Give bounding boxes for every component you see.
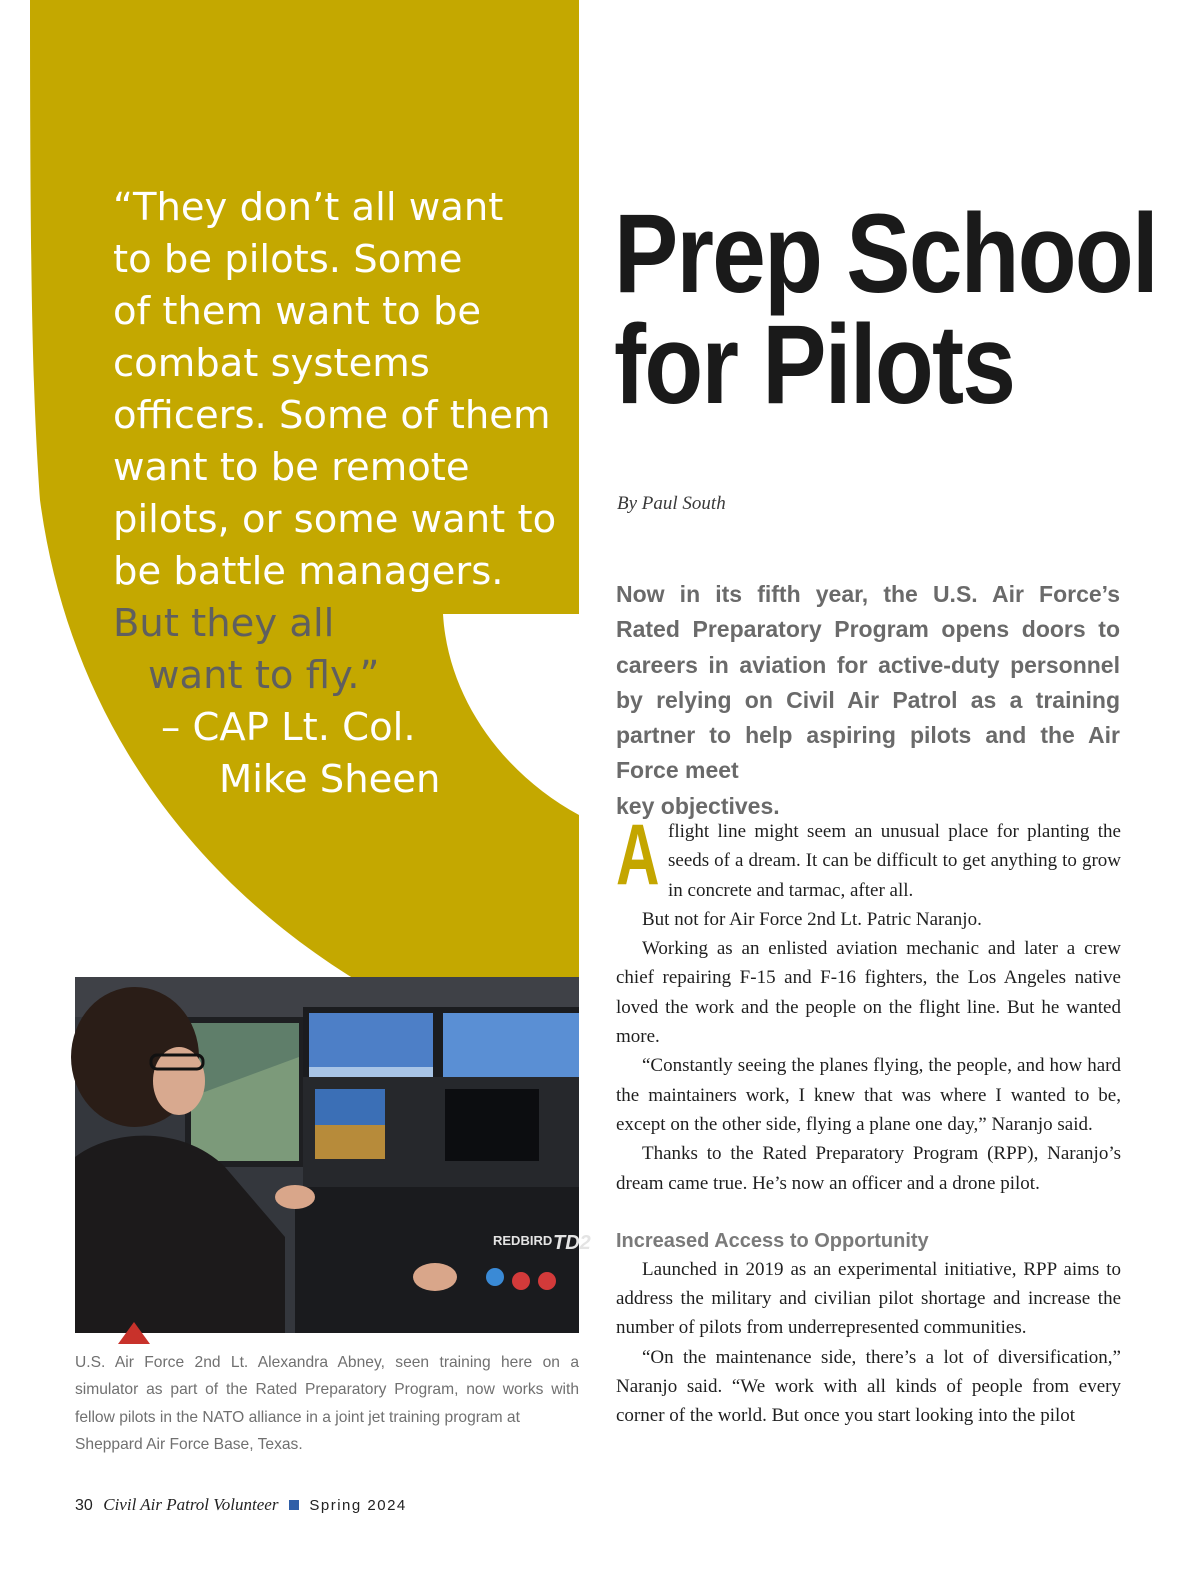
body-paragraph: Aflight line might seem an unusual place for planting the seeds of a dream. It can be difficult to get anything to grow in concrete and tarmac, after all. xyxy=(616,807,1121,903)
pull-quote xyxy=(113,182,573,806)
page-number: 30 xyxy=(75,1497,93,1514)
body-paragraph: Thanks to the Rated Preparatory Program (RPP), Naranjo’s dream came true. He’s now an officer and a drone pilot. xyxy=(616,1143,1121,1194)
headline-line: for Pilots xyxy=(614,302,1015,427)
pull-quote-emphasis: want to fly.” xyxy=(148,653,380,698)
pull-quote-emphasis: But they all xyxy=(113,601,335,646)
pull-quote-line: of them want to be xyxy=(113,289,482,334)
page-footer xyxy=(75,1495,407,1515)
body-paragraph: “On the maintenance side, there’s a lot of diversification,” Naranjo said. “We work with all kinds of people from every corner of the world. But once you start looking into the pilot xyxy=(616,1346,1121,1427)
headline-line: Prep School xyxy=(614,191,1158,316)
caption-text-end: Sheppard Air Force Base, Texas. xyxy=(75,1435,303,1453)
pull-quote-line: pilots, or some want to xyxy=(113,497,557,542)
article-headline xyxy=(614,191,1158,427)
byline: By Paul South xyxy=(617,493,726,514)
issue-label: Spring 2024 xyxy=(309,1497,407,1514)
footer-square-icon xyxy=(289,1500,299,1510)
deck-text: Now in its fifth year, the U.S. Air Force’s Rated Preparatory Program opens doors to careers in aviation for active-duty personnel by relying on Civil Air Patrol as a training partner to help aspiring pilots and the Air Force meet xyxy=(616,581,1120,784)
pull-quote-line: officers. Some of them xyxy=(113,393,551,438)
article-deck xyxy=(616,577,1120,824)
article-body xyxy=(616,807,1121,1431)
caption-pointer-triangle xyxy=(118,1322,150,1344)
body-paragraph: Launched in 2019 as an experimental initiative, RPP aims to address the military and civilian pilot shortage and increase the number of pilots from underrepresented communities. xyxy=(616,1258,1121,1339)
drop-cap: A xyxy=(616,807,660,903)
pull-quote-attribution: – CAP Lt. Col. xyxy=(161,705,416,750)
simulator-photo xyxy=(75,977,591,1333)
body-paragraph: But not for Air Force 2nd Lt. Patric Naranjo. xyxy=(642,908,982,930)
pull-quote-line: to be pilots. Some xyxy=(113,237,463,282)
body-paragraph: Working as an enlisted aviation mechanic and later a crew chief repairing F-15 and F-16 fighters, the Los Angeles native loved the work and the people on the flight line. But he wanted more. xyxy=(616,938,1121,1048)
caption-text: U.S. Air Force 2nd Lt. Alexandra Abney, seen training here on a simulator as part of the Rated Preparatory Program, now works with fellow pilots in the NATO alliance in a joint jet training program at xyxy=(75,1354,579,1426)
body-paragraph: “Constantly seeing the planes flying, the people, and how hard the maintainers work, I knew that was where I wanted to be, except on the other side, flying a plane one day,” Naranjo said. xyxy=(616,1055,1121,1135)
pull-quote-line: “They don’t all want xyxy=(113,185,504,230)
photo-caption xyxy=(75,1349,579,1458)
pull-quote-attribution: Mike Sheen xyxy=(219,757,441,802)
simulator-brand-label: REDBIRD xyxy=(493,1233,553,1248)
deck-text-end: key objectives. xyxy=(616,792,780,819)
simulator-model-label: TD2 xyxy=(553,1232,591,1254)
pull-quote-line: combat systems xyxy=(113,341,430,386)
pull-quote-line: be battle managers. xyxy=(113,549,504,594)
pull-quote-line: want to be remote xyxy=(113,445,470,490)
publication-name: Civil Air Patrol Volunteer xyxy=(103,1495,279,1514)
section-subhead: Increased Access to Opportunity xyxy=(616,1229,929,1252)
